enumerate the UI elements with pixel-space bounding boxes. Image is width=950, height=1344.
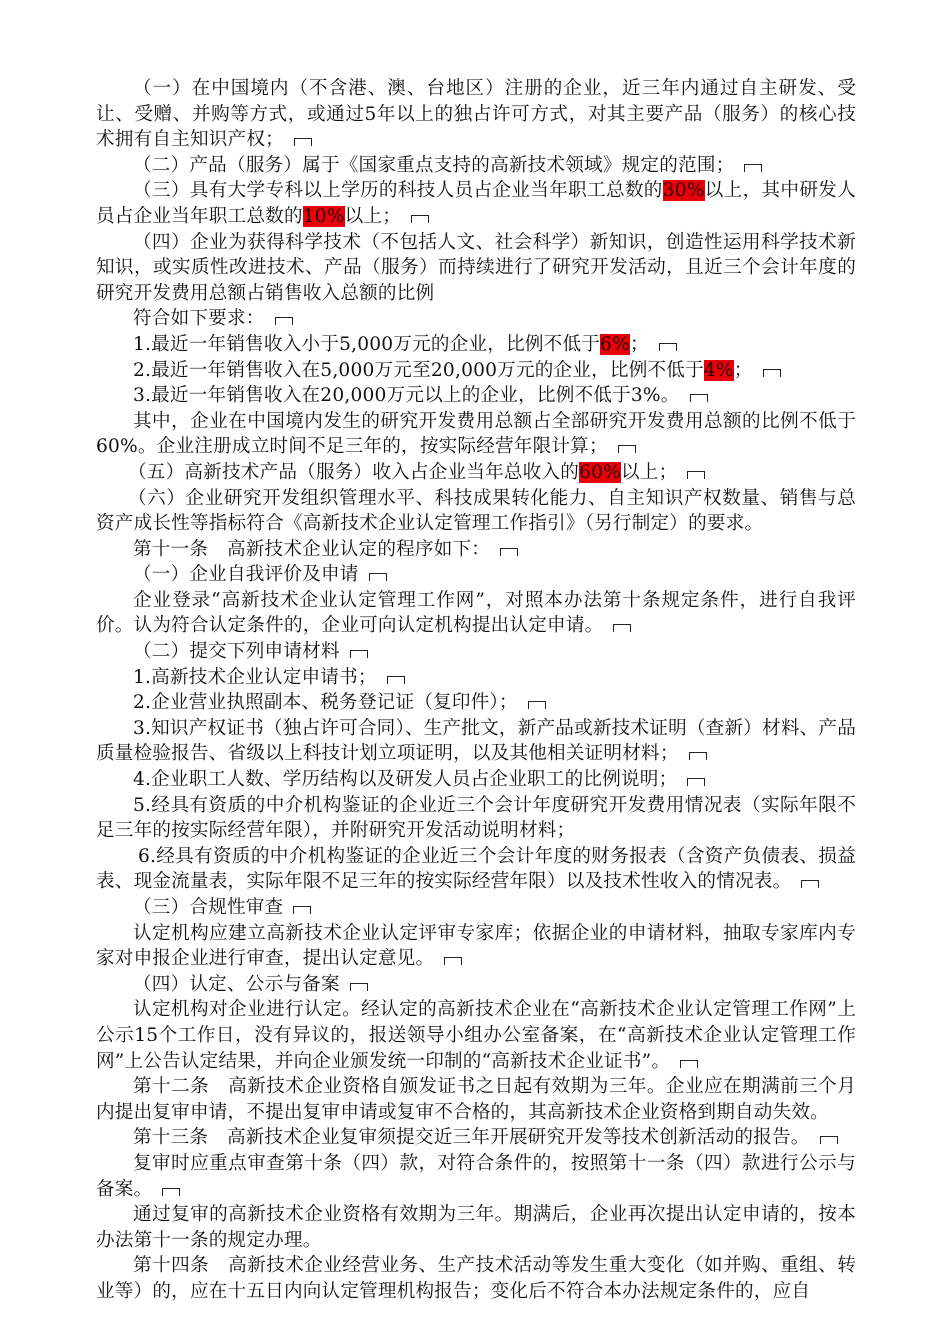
- return-mark-icon: [528, 701, 546, 709]
- paragraph-text: 企业登录“高新技术企业认定管理工作网”，对照本办法第十条规定条件，进行自我评价。认为符合认定条件的，企业可向认定机构提出认定申请。: [96, 589, 856, 637]
- return-mark-icon: [500, 548, 518, 556]
- paragraph-text: 以上；: [344, 205, 402, 227]
- highlighted-value: 60%: [579, 461, 621, 483]
- paragraph-text: （六）企业研究开发组织管理水平、科技成果转化能力、自主知识产权数量、销售与总资产成长性等指标符合《高新技术企业认定管理工作指引》（另行制定）的要求。: [96, 487, 856, 535]
- paragraph-text: 以上，其中研发人员占企业当年职工总数的: [96, 180, 856, 227]
- paragraph-text: 第十三条 高新技术企业复审须提交近三年开展研究开发等技术创新活动的报告。: [133, 1127, 810, 1149]
- highlighted-value: 10%: [302, 205, 345, 227]
- paragraph: [96, 1253, 856, 1304]
- paragraph-text: （五）高新技术产品（服务）收入占企业当年总收入的: [128, 461, 580, 483]
- return-mark-icon: [689, 752, 707, 760]
- return-mark-icon: [687, 471, 705, 479]
- return-mark-icon: [162, 1188, 180, 1196]
- paragraph: [96, 486, 856, 537]
- paragraph-text: 认定机构对企业进行认定。经认定的高新技术企业在“高新技术企业认定管理工作网”上公示15个工作日，没有异议的，报送领导小组办公室备案，在“高新技术企业认定管理工作网”上公告认定结果，并向企业颁发统一印制的“高新技术企业证书”。: [96, 999, 856, 1072]
- return-mark-icon: [618, 445, 636, 453]
- paragraph-text: 5.经具有资质的中介机构鉴证的企业近三个会计年度研究开发费用情况表（实际年限不足三年的按实际经营年限），并附研究开发活动说明材料；: [96, 794, 856, 842]
- paragraph-text: （一）在中国境内（不含港、澳、台地区）注册的企业，近三年内通过自主研发、受让、受赠、并购等方式，或通过5年以上的独占许可方式，对其主要产品（服务）的核心技术拥有自主知识产权；: [96, 78, 856, 151]
- paragraph: [96, 716, 856, 767]
- return-mark-icon: [294, 138, 312, 146]
- paragraph-text: 认定机构应建立高新技术企业认定评审专家库；依据企业的申请材料，抽取专家库内专家对申报企业进行审查，提出认定意见。: [96, 922, 856, 970]
- paragraph-text: 第十一条 高新技术企业认定的程序如下：: [133, 538, 491, 560]
- paragraph: [96, 358, 856, 384]
- paragraph-text: 3.知识产权证书（独占许可合同）、生产批文，新产品或新技术证明（查新）材料、产品质量检验报告、省级以上科技计划立项证明，以及其他相关证明材料；: [96, 717, 857, 765]
- highlighted-value: 6%: [600, 333, 630, 355]
- return-mark-icon: [369, 573, 387, 581]
- paragraph-text: 通过复审的高新技术企业资格有效期为三年。期满后，企业再次提出认定申请的，按本办法第十一条的规定办理。: [96, 1204, 856, 1251]
- paragraph-text: （四）企业为获得科学技术（不包括人文、社会科学）新知识，创造性运用科学技术新知识，或实质性改进技术、产品（服务）而持续进行了研究开发活动，且近三个会计年度的研究开发费用总额占销售收入总额的比例: [96, 231, 856, 304]
- paragraph: [96, 562, 856, 588]
- paragraph: [96, 332, 856, 358]
- paragraph: [96, 76, 856, 153]
- return-mark-icon: [350, 983, 368, 991]
- paragraph-text: 1.高新技术企业认定申请书；: [133, 666, 377, 688]
- paragraph: [96, 793, 856, 844]
- paragraph: [96, 921, 856, 972]
- return-mark-icon: [275, 317, 293, 325]
- paragraph: [96, 844, 856, 895]
- paragraph-text: 以上；: [621, 461, 678, 483]
- return-mark-icon: [680, 1060, 698, 1068]
- paragraph-text: 第十二条 高新技术企业资格自颁发证书之日起有效期为三年。企业应在期满前三个月内提出复审申请，不提出复审申请或复审不合格的，其高新技术企业资格到期自动失效。: [96, 1076, 856, 1123]
- paragraph: [96, 230, 856, 307]
- paragraph: [96, 665, 856, 691]
- paragraph-text: 第十四条 高新技术企业经营业务、生产技术活动等发生重大变化（如并购、重组、转业等）的，应在十五日内向认定管理机构报告；变化后不符合本办法规定条件的，应自: [96, 1255, 856, 1302]
- paragraph-text: 2.企业营业执照副本、税务登记证（复印件）；: [133, 692, 518, 714]
- paragraph: [96, 1151, 856, 1202]
- paragraph-text: 3.最近一年销售收入在20,000万元以上的企业，比例不低于3%。: [133, 385, 680, 407]
- paragraph-text: （三）合规性审查: [133, 897, 284, 918]
- return-mark-icon: [444, 957, 462, 965]
- paragraph-text: 6.经具有资质的中介机构鉴证的企业近三个会计年度的财务报表（含资产负债表、损益表、现金流量表，实际年限不足三年的按实际经营年限）以及技术性收入的情况表。: [96, 845, 856, 893]
- paragraph: [96, 972, 856, 998]
- paragraph: [96, 997, 856, 1074]
- paragraph: [96, 460, 856, 486]
- document-page: [96, 76, 856, 1305]
- paragraph-text: 2.最近一年销售收入在5,000万元至20,000万元的企业，比例不低于: [133, 359, 704, 381]
- paragraph: [96, 409, 856, 460]
- return-mark-icon: [763, 369, 781, 377]
- return-mark-icon: [387, 676, 405, 684]
- paragraph: [96, 178, 856, 229]
- paragraph: [96, 690, 856, 716]
- return-mark-icon: [690, 394, 708, 402]
- paragraph-text: ；: [733, 359, 753, 381]
- return-mark-icon: [659, 343, 677, 351]
- paragraph: [96, 1074, 856, 1125]
- return-mark-icon: [613, 624, 631, 632]
- paragraph-text: 1.最近一年销售收入小于5,000万元的企业，比例不低于: [133, 333, 601, 355]
- paragraph: [96, 153, 856, 179]
- paragraph: [96, 537, 856, 563]
- paragraph-text: （二）提交下列申请材料: [133, 641, 340, 663]
- paragraph-text: 符合如下要求：: [133, 308, 265, 330]
- paragraph-text: （三）具有大学专科以上学历的科技人员占企业当年职工总数的: [133, 180, 663, 202]
- return-mark-icon: [820, 1136, 838, 1144]
- return-mark-icon: [293, 906, 311, 914]
- paragraph: [96, 1202, 856, 1253]
- paragraph-text: ；: [629, 333, 649, 355]
- paragraph: [96, 306, 856, 332]
- paragraph-text: （一）企业自我评价及申请: [133, 564, 359, 586]
- paragraph: [96, 588, 856, 639]
- return-mark-icon: [411, 215, 429, 223]
- paragraph: [96, 383, 856, 409]
- return-mark-icon: [687, 778, 705, 786]
- paragraph-text: 复审时应重点审查第十条（四）款，对符合条件的，按照第十一条（四）款进行公示与备案。: [96, 1152, 856, 1200]
- paragraph: [96, 767, 856, 793]
- return-mark-icon: [744, 164, 762, 172]
- paragraph-text: 其中，企业在中国境内发生的研究开发费用总额占全部研究开发费用总额的比例不低于60%。企业注册成立时间不足三年的，按实际经营年限计算；: [96, 410, 856, 458]
- paragraph: [96, 639, 856, 665]
- paragraph: [96, 895, 856, 921]
- paragraph: [96, 1125, 856, 1151]
- highlighted-value: 30%: [662, 180, 705, 202]
- return-mark-icon: [801, 880, 819, 888]
- highlighted-value: 4%: [703, 359, 734, 381]
- return-mark-icon: [350, 650, 368, 658]
- paragraph-text: （二）产品（服务）属于《国家重点支持的高新技术领域》规定的范围；: [133, 154, 735, 176]
- paragraph-text: 4.企业职工人数、学历结构以及研发人员占企业职工的比例说明；: [133, 769, 678, 791]
- paragraph-text: （四）认定、公示与备案: [133, 973, 340, 995]
